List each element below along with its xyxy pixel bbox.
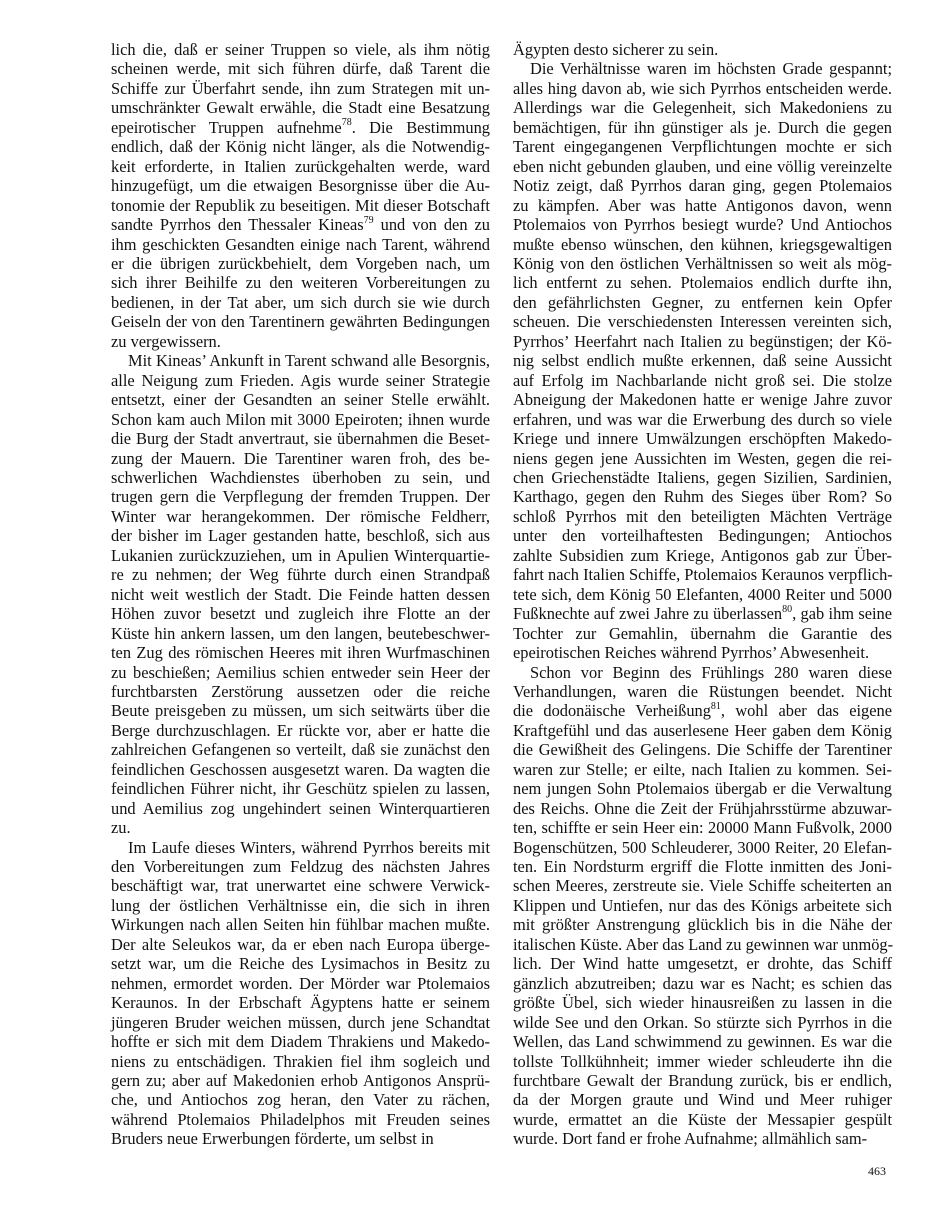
text-line: [111, 935, 490, 954]
text-segment: Mit Kineas’ Ankunft in Tarent schwand alle Besorgnis,: [128, 351, 490, 371]
text-segment: Karthago, gegen den Ruhm des Sieges über Rom? So: [513, 487, 892, 507]
text-segment: Bogenschützen, 500 Schleuderer, 3000 Reiter, 20 Elefan-: [513, 837, 892, 857]
text-line: [111, 896, 490, 915]
paragraph: [111, 838, 490, 1149]
text-segment: da der Morgen graute und Wind und Meer ruhiger: [513, 1090, 892, 1110]
text-line: [111, 585, 490, 604]
text-line: [111, 1071, 490, 1090]
text-segment: tonomie der Republik zu beseitigen. Mit dieser Botschaft: [111, 195, 490, 215]
text-line: [513, 565, 892, 584]
text-line: [513, 701, 892, 720]
text-line: [111, 1090, 490, 1109]
text-line: [111, 390, 490, 409]
text-segment: alles hing davon ab, wie sich Pyrrhos entscheiden werde.: [513, 78, 892, 98]
text-line: [513, 779, 892, 798]
text-line: [111, 449, 490, 468]
text-segment: tete sich, dem König 50 Elefanten, 4000 Reiter und 5000: [513, 584, 892, 604]
text-segment: lich. Der Wind hatte umgesetzt, er drohte, das Schiff: [513, 954, 892, 974]
text-line: [513, 915, 892, 934]
text-segment: Schon kam auch Milon mit 3000 Epeiroten; ihnen wurde: [111, 409, 490, 429]
text-segment: jüngeren Bruder weichen müssen, durch jene Schandtat: [111, 1012, 490, 1032]
text-segment: Notiz zeigt, daß Pyrrhos daran ging, gegen Ptolemaios: [513, 176, 892, 196]
text-line: [513, 604, 892, 623]
text-line: [111, 974, 490, 993]
text-segment: Höhen zuvor besetzt und zugleich ihre Flotte an der: [111, 604, 490, 624]
text-segment: niens zu entschädigen. Thrakien fiel ihm sogleich und: [111, 1051, 490, 1071]
text-line: [513, 1090, 892, 1109]
text-segment: zu vergewissern.: [111, 331, 221, 351]
text-segment: nehmen, ermordet worden. Der Mörder war Ptolemaios: [111, 973, 490, 993]
text-segment: tollste Tollkühnheit; immer wieder schleuderte ihn die: [513, 1051, 892, 1071]
text-line: [111, 838, 490, 857]
text-line: [111, 235, 490, 254]
text-segment: Winter war herangekommen. Der römische Feldherr,: [111, 506, 490, 526]
text-line: [513, 1129, 892, 1148]
text-line: [513, 1013, 892, 1032]
text-segment: epeirotischen Reiches während Pyrrhos’ Abwesenheit.: [513, 643, 870, 663]
text-line: [513, 390, 892, 409]
text-segment: des Reichs. Ohne die Zeit der Frühjahrsstürme abzuwar-: [513, 798, 892, 818]
text-segment: Küste hin ankern lassen, um den langen, beutebeschwer-: [111, 623, 490, 643]
text-segment: und Aemilius zog ungehindert seinen Winterquartieren: [111, 798, 490, 818]
text-segment: Pyrrhos’ Heerfahrt nach Italien zu begünstigen; der Kö-: [513, 331, 892, 351]
text-segment: Kriege und innere Umwälzungen erschöpften Makedo-: [513, 429, 892, 449]
text-segment: auf Erfolg im Nachbarlande nicht groß sei. Die stolze: [513, 370, 892, 390]
text-segment: zung der Mauern. Die Tarentiner waren froh, des be-: [111, 448, 490, 468]
text-line: [111, 98, 490, 117]
text-segment: feindlichen Führer nicht, ihr Geschütz spielen zu lassen,: [111, 779, 490, 799]
right-column: [513, 40, 892, 1149]
text-line: [111, 215, 490, 234]
text-segment: sandte Pyrrhos den Thessaler Kineas: [111, 215, 364, 235]
text-line: [111, 993, 490, 1012]
text-line: [513, 721, 892, 740]
text-segment: gern zu; aber auf Makedonien erhob Antigonos Ansprü-: [111, 1071, 490, 1091]
text-segment: den Vorbereitungen zum Feldzug des nächsten Jahres: [111, 857, 490, 877]
text-segment: scheinen werde, mit sich führen dürfe, daß Tarent die: [111, 59, 490, 79]
text-line: [513, 857, 892, 876]
text-line: [111, 40, 490, 59]
text-line: [111, 468, 490, 487]
text-segment: der bisher im Lager gestanden hatte, beschloß, sich aus: [111, 526, 490, 546]
text-segment: furchtbarsten Zerstörung aussetzen oder die reiche: [111, 681, 490, 701]
text-line: [111, 371, 490, 390]
text-line: [111, 565, 490, 584]
text-segment: italischen Küste. Aber das Land zu gewinnen war unmög-: [513, 934, 894, 954]
text-segment: lich die, daß er seiner Truppen so viele, als ihm nötig: [111, 40, 490, 59]
text-segment: alle Neigung zum Frieden. Agis wurde seiner Strategie: [111, 370, 490, 390]
text-line: [513, 838, 892, 857]
text-line: [513, 935, 892, 954]
paragraph: [111, 351, 490, 837]
text-segment: Berge durchzuschlagen. Er rückte vor, aber er hatte die: [111, 720, 490, 740]
text-line: [111, 954, 490, 973]
text-line: [111, 643, 490, 662]
text-line: [111, 273, 490, 292]
text-line: [111, 293, 490, 312]
text-line: [513, 312, 892, 331]
text-segment: sich ihrer Beihilfe zu den weiteren Vorbereitungen zu: [111, 273, 490, 293]
text-line: [111, 332, 490, 351]
text-line: [513, 98, 892, 117]
text-segment: Schiffe zur Überfahrt sende, ihn zum Strategen mit un-: [111, 78, 490, 98]
text-segment: furchtbare Gewalt der Brandung zurück, bis er endlich,: [513, 1071, 892, 1091]
text-segment: ihm geschickten Gesandten einige nach Tarent, während: [111, 234, 490, 254]
footnote-reference: 80: [782, 603, 793, 615]
text-segment: nem jungen Sohn Ptolemaios übergab er die Verwaltung: [513, 779, 892, 799]
text-line: [513, 624, 892, 643]
text-line: [513, 293, 892, 312]
text-line: [513, 137, 892, 156]
text-line: [513, 954, 892, 973]
text-line: [513, 799, 892, 818]
text-segment: den gefährlichsten Gegner, zu entfernen kein Opfer: [513, 292, 892, 312]
text-line: [111, 118, 490, 137]
text-line: [111, 59, 490, 78]
text-segment: Im Laufe dieses Winters, während Pyrrhos bereits mit: [128, 837, 490, 857]
text-segment: hinzugefügt, um die etwaigen Besorgnisse über die Au-: [111, 176, 490, 196]
text-segment: schloß Pyrrhos mit den beteiligten Mächten Verträge: [513, 506, 892, 526]
text-segment: schwerlichen Wachdienstes überhoben zu sein, und: [111, 467, 490, 487]
text-line: [111, 740, 490, 759]
text-segment: zahlte Subsidien zum Kriege, Antigonos gab zur Über-: [513, 545, 892, 565]
text-segment: während Ptolemaios Philadelphos mit Freuden seines: [111, 1109, 490, 1129]
text-segment: endlich, daß der König nicht länger, als die Notwendig-: [111, 137, 490, 157]
text-line: [111, 876, 490, 895]
text-line: [513, 176, 892, 195]
text-line: [513, 1032, 892, 1051]
text-segment: größte Übel, sich wieder hinausreißen zu lassen in die: [513, 993, 892, 1013]
text-line: [111, 351, 490, 370]
text-line: [513, 896, 892, 915]
text-line: [111, 79, 490, 98]
text-segment: ten, schiffte er sein Heer ein: 20000 Mann Fußvolk, 2000: [513, 818, 892, 838]
text-line: [111, 526, 490, 545]
text-line: [513, 682, 892, 701]
text-segment: nicht weit westlich der Stadt. Die Feinde hatten dessen: [111, 584, 490, 604]
text-line: [513, 507, 892, 526]
text-line: [111, 137, 490, 156]
text-segment: setzt war, um die Reiche des Lysimachos in Besitz zu: [111, 954, 490, 974]
text-line: [513, 1052, 892, 1071]
text-segment: Keraunos. In der Erbschaft Ägyptens hatte er seinem: [111, 993, 490, 1013]
text-segment: Verhandlungen, waren die Rüstungen beendet. Nicht: [513, 681, 892, 701]
text-segment: waren zur Stelle; er eilte, nach Italien zu kommen. Sei-: [513, 759, 892, 779]
text-line: [513, 332, 892, 351]
text-segment: Fußknechte auf zwei Jahre zu überlassen: [513, 604, 783, 624]
text-line: [111, 779, 490, 798]
text-line: [111, 1052, 490, 1071]
text-line: [513, 254, 892, 273]
text-segment: König von den östlichen Verhältnissen so weit als mög-: [513, 253, 892, 273]
text-line: [111, 1129, 490, 1148]
text-segment: Der alte Seleukos war, da er eben nach Europa übergе-: [111, 934, 490, 954]
text-segment: bemächtigen, für ihn günstiger als je. Durch die gegen: [513, 117, 892, 137]
text-line: [513, 663, 892, 682]
text-segment: zu kämpfen. Aber was hatte Antigonos davon, wenn: [513, 195, 892, 215]
text-line: [513, 118, 892, 137]
text-line: [111, 176, 490, 195]
text-segment: entsetzt, einer der Gesandten an seiner Stelle erwählt.: [111, 390, 490, 410]
text-line: [111, 254, 490, 273]
text-line: [513, 449, 892, 468]
text-line: [513, 351, 892, 370]
text-segment: re zu nehmen; der Weg führte durch einen Strandpaß: [111, 565, 490, 585]
text-segment: die Gewißheit des Gelingens. Die Schiffe der Tarentiner: [513, 740, 892, 760]
text-line: [111, 312, 490, 331]
text-line: [111, 604, 490, 623]
text-line: [513, 468, 892, 487]
text-line: [513, 993, 892, 1012]
text-segment: , gab ihm seine: [792, 604, 892, 624]
text-segment: zahlreichen Gefangenen so verteilt, daß sie zunächst den: [111, 740, 490, 760]
text-line: [513, 79, 892, 98]
text-line: [111, 157, 490, 176]
text-line: [111, 721, 490, 740]
text-segment: wilde See und den Orkan. So stürzte sich Pyrrhos in die: [513, 1012, 892, 1032]
text-line: [513, 876, 892, 895]
text-line: [513, 643, 892, 662]
text-segment: Klippen und Untiefen, nur das des Königs arbeitete sich: [513, 895, 892, 915]
text-line: [513, 1110, 892, 1129]
text-segment: scheuen. Die verschiedensten Interessen vereinten sich,: [513, 312, 892, 332]
text-line: [513, 196, 892, 215]
text-line: [111, 682, 490, 701]
text-segment: hoffte er sich mit dem Diadem Thrakiens und Makedo-: [111, 1032, 490, 1052]
text-line: [513, 40, 892, 59]
text-segment: wurde. Dort fand er frohe Aufnahme; allmählich sam-: [513, 1129, 868, 1149]
text-segment: ten. Ein Nordsturm ergriff die Flotte inmitten des Joni-: [513, 857, 892, 877]
text-segment: Abneigung der Makedonen hatte er wenige Jahre zuvor: [513, 390, 892, 410]
text-line: [111, 1032, 490, 1051]
text-line: [513, 740, 892, 759]
text-line: [513, 371, 892, 390]
text-line: [111, 760, 490, 779]
text-segment: beschäftigt war, trat unerwartet eine schwere Verwick-: [111, 876, 490, 896]
text-segment: . Die Bestimmung: [351, 117, 490, 137]
text-segment: niens gegen jene Aussichten im Westen, gegen die rei-: [513, 448, 892, 468]
text-segment: Bruders neue Erwerbungen förderte, um selbst in: [111, 1129, 434, 1149]
text-segment: lich entfernt zu sehen. Ptolemaios endlich durfte ihn,: [513, 273, 892, 293]
text-line: [111, 624, 490, 643]
text-line: [513, 526, 892, 545]
text-line: [111, 507, 490, 526]
text-segment: Geiseln der von den Tarentinern gewährten Bedingungen: [111, 312, 490, 332]
text-line: [513, 215, 892, 234]
paragraph: [111, 40, 490, 351]
text-segment: ten Zug des römischen Heeres mit ihren Wurfmaschinen: [111, 643, 490, 663]
text-segment: schen Meeres, zerstreute sie. Viele Schiffe scheiterten an: [513, 876, 892, 896]
text-segment: lung der östlichen Verhältnisse ein, die sich in ihren: [111, 895, 490, 915]
text-segment: erfahren, und was war die Erwerbung des durch so viele: [513, 409, 892, 429]
text-line: [513, 760, 892, 779]
text-segment: die Burg der Stadt anvertraut, sie übernahmen die Beset-: [111, 429, 490, 449]
text-line: [513, 487, 892, 506]
text-line: [111, 196, 490, 215]
text-segment: Tochter zur Gemahlin, übernahm die Garantie des: [513, 623, 892, 643]
text-segment: und von den zu: [373, 215, 490, 235]
text-segment: Lukanien zurückzuziehen, um in Apulien Winterquartie-: [111, 545, 490, 565]
text-segment: Beute preisgeben zu müssen, um sich seitwärts über die: [111, 701, 490, 721]
text-segment: Tarent eingegangenen Verpflichtungen mochte er sich: [513, 137, 892, 157]
text-line: [513, 429, 892, 448]
text-line: [513, 585, 892, 604]
text-segment: , wohl aber das eigene: [720, 701, 892, 721]
paragraph: [513, 40, 892, 59]
text-segment: unter den vorteilhaftesten Bedingungen; Antiochos: [513, 526, 892, 546]
paragraph: [513, 663, 892, 1149]
text-segment: chen Griechenstädte Italiens, gegen Sizilien, Sardinien,: [513, 467, 892, 487]
text-line: [513, 235, 892, 254]
text-segment: Kraftgefühl und das auserlesene Heer gaben dem König: [513, 720, 892, 740]
text-segment: che, und Antiochos zog heran, den Vater zu rächen,: [111, 1090, 490, 1110]
text-line: [111, 487, 490, 506]
text-segment: keit erforderte, in Italien zurückgehalten werde, ward: [111, 156, 490, 176]
text-segment: feindlichen Geschossen ausgesetzt waren. Da wagten die: [111, 759, 490, 779]
text-line: [111, 818, 490, 837]
page-number: 463: [868, 1164, 886, 1178]
footnote-reference: 78: [341, 117, 352, 129]
text-segment: er die übrigen zurückbehielt, dem Vorgeben nach, um: [111, 253, 490, 273]
text-line: [111, 857, 490, 876]
text-line: [111, 410, 490, 429]
text-line: [111, 799, 490, 818]
text-segment: nig selbst endlich mußte erkennen, daß seine Aussicht: [513, 351, 892, 371]
text-segment: zu beschießen; Aemilius schien entweder sein Heer der: [111, 662, 490, 682]
text-line: [513, 410, 892, 429]
text-segment: wurde, ermattet an die Küste der Messapier gespült: [513, 1109, 892, 1129]
footnote-reference: 79: [363, 214, 374, 226]
text-line: [513, 974, 892, 993]
text-segment: Die Verhältnisse waren im höchsten Grade gespannt;: [530, 59, 892, 79]
text-line: [513, 157, 892, 176]
text-segment: Wirkungen nach allen Seiten hin fühlbar machen mußte.: [111, 915, 490, 935]
text-segment: gänzlich abzutreiben; dazu war es Nacht; es schien das: [513, 973, 892, 993]
text-line: [513, 273, 892, 292]
text-line: [513, 818, 892, 837]
text-line: [111, 1013, 490, 1032]
text-line: [111, 915, 490, 934]
text-segment: Ägypten desto sicherer zu sein.: [513, 40, 719, 59]
text-segment: die dodonäische Verheißung: [513, 701, 711, 721]
text-segment: umschränkter Gewalt erwähle, die Stadt eine Besatzung: [111, 98, 490, 118]
left-column: [111, 40, 490, 1149]
text-line: [513, 546, 892, 565]
text-segment: fahrt nach Italien Schiffe, Ptolemaios Keraunos verpflich-: [513, 565, 893, 585]
text-line: [111, 701, 490, 720]
text-segment: bedienen, in der Tat aber, um sich durch sie wie durch: [111, 292, 490, 312]
text-segment: Ptolemaios von Pyrrhos besiegt wurde? Und Antiochos: [513, 215, 892, 235]
text-segment: zu.: [111, 818, 131, 838]
text-segment: Wellen, das Land schwimmend zu gewinnen. Es war die: [513, 1032, 892, 1052]
text-line: [111, 546, 490, 565]
text-segment: trugen gern die Verpflegung der fremden Truppen. Der: [111, 487, 490, 507]
text-segment: Allerdings war die Gelegenheit, sich Makedoniens zu: [513, 98, 892, 118]
text-segment: mußte ebenso wünschen, den kühnen, kriegsgewaltigen: [513, 234, 892, 254]
text-line: [111, 663, 490, 682]
text-segment: Schon vor Beginn des Frühlings 280 waren diese: [530, 662, 892, 682]
text-line: [513, 1071, 892, 1090]
text-line: [111, 1110, 490, 1129]
text-segment: mit größter Anstrengung glücklich bis in die Nähe der: [513, 915, 892, 935]
text-segment: epeirotischer Truppen aufnehme: [111, 117, 342, 137]
text-line: [111, 429, 490, 448]
paragraph: [513, 59, 892, 662]
footnote-reference: 81: [710, 700, 721, 712]
text-segment: eben nicht gebunden glauben, und eine völlig vereinzelte: [513, 156, 892, 176]
text-line: [513, 59, 892, 78]
